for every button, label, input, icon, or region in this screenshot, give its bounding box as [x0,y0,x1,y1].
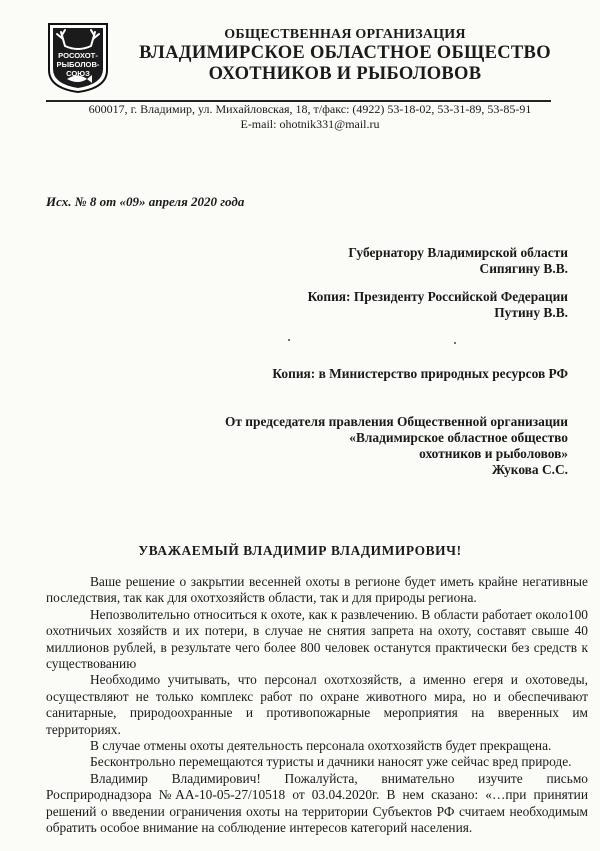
sender-name: Жукова С.С. [491,462,568,477]
letterhead [125,27,565,85]
paragraph: Непозволительно относиться к охоте, как к развлечению. В области работает около100 охотничьих хозяйств и их потери, в случае не снятия запрета на охоту, составят свыше 40 миллионов рублей, в результате чего более 800 человек останутся практически без средств к существованию [46,606,588,672]
president-name: Путину В.В. [494,305,568,320]
logo-text-line-3: СОЮЗ [66,69,90,78]
contact-block [30,102,590,132]
paragraph: Владимир Владимирович! Пожалуйста, внимательно изучите письмо Росприроднадзора №АА-10-05-27/10518 от 03.04.2020г. В нем сказано: «…при принятии решений о введении ограничения охоты на территории Субъектов РФ считаем необходимым обратить особое внимание на соблюдение интересов категорий населения. [46,770,588,836]
postal-address: 600017, г. Владимир, ул. Михайловская, 18, т/факс: (4922) 53-18-02, 53-31-89, 53-85-91 [88,102,532,116]
paragraph: Бесконтрольно перемещаются туристы и дачники наносят уже сейчас вред природе. [90,754,572,770]
ministry-title: Копия: в Министерство природных ресурсов РФ [272,366,568,381]
scan-speck [288,339,290,341]
sender-line-1: От председателя правления Общественной организации [224,414,568,429]
org-name-line-1: ВЛАДИМИРСКОЕ ОБЛАСТНОЕ ОБЩЕСТВО [139,43,551,63]
sender-line-3: охотников и рыболовов» [419,446,568,461]
governor-name: Сипягину В.В. [479,261,568,276]
paragraph: Необходимо учитывать, что персонал охотхозяйств, а именно егеря и охотоведы, осуществляют не только комплекс работ по охране животного мира, но и обеспечивают санитарные, природоохранные и противопожарные мероприятия на вверенных им территориях. [46,672,588,737]
email-address: E-mail: ohotnik331@mail.ru [240,117,380,131]
scan-speck [454,342,456,344]
paragraph: Ваше решение о закрытии весенней охоты в регионе будет иметь крайне негативные последствия, так как для охотхозяйств области, так и для природы региона. [46,574,588,606]
recipient-governor [348,245,568,277]
logo-text-line-1: РОСОХОТ- [58,51,98,60]
president-title: Копия: Президенту Российской Федерации [307,289,568,304]
copy-president [308,289,568,321]
salutation: УВАЖАЕМЫЙ ВЛАДИМИР ВЛАДИМИРОВИЧ! [138,543,462,558]
organization-logo [47,22,109,94]
logo-text-line-2: РЫБОЛОВ- [56,60,100,69]
org-type: ОБЩЕСТВЕННАЯ ОРГАНИЗАЦИЯ [224,27,466,42]
sender-line-2: «Владимирское областное общество [349,430,568,445]
paragraph: В случае отмены охоты деятельность персонала охотхозяйств будет прекращена. [90,738,552,754]
org-name-line-2: ОХОТНИКОВ И РЫБОЛОВОВ [208,64,482,84]
sender-block [225,414,568,478]
copy-ministry [272,366,568,382]
governor-title: Губернатору Владимирской области [348,245,568,260]
letter-body [46,574,588,837]
outgoing-number: Исх. № 8 от «09» апреля 2020 года [46,194,245,209]
